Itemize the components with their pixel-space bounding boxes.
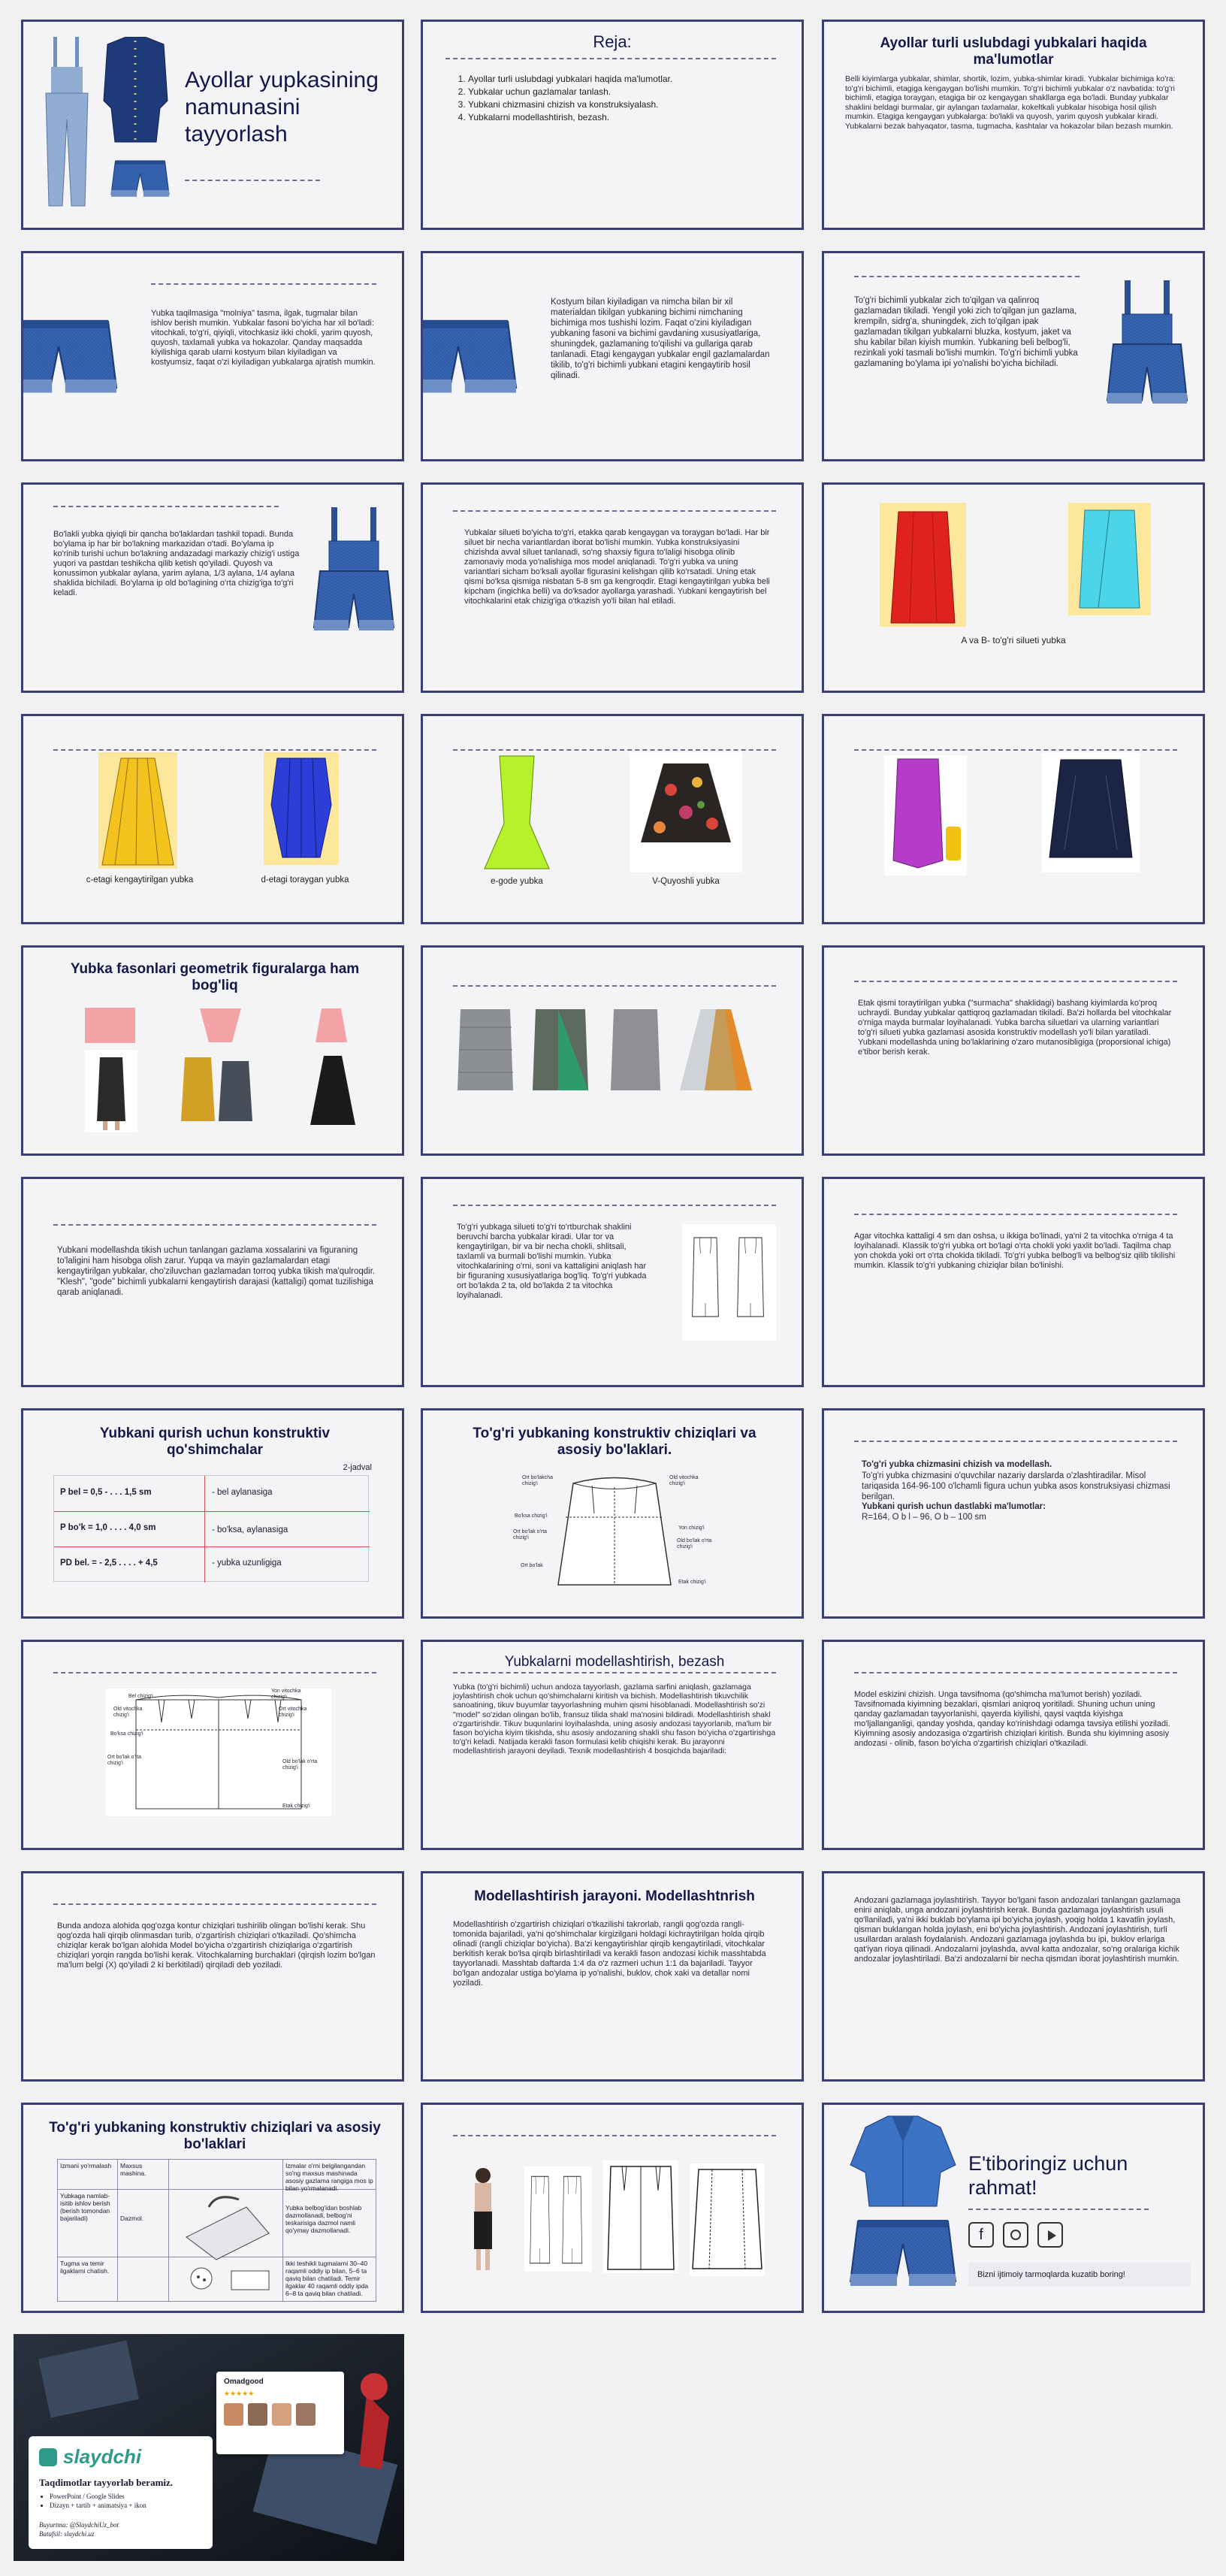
slide-costume[interactable] [421, 251, 804, 461]
navy-skirt-image [1042, 752, 1140, 872]
diagram-label: Bo'ksa chizig'i [515, 1513, 548, 1519]
slide-drawing-info[interactable] [822, 1408, 1205, 1619]
geometric-title: Yubka fasonlari geometrik figuralarga ham bog'liq [70, 961, 360, 993]
finishing-title: To'g'ri yubkaning konstruktiv chiziqlari va asosiy bo'laklari [49, 2120, 381, 2152]
plan-item: 4. Yubkalarni modellashtirish, bezash. [468, 111, 672, 124]
process-title: Modellashtirish jarayoni. Modellashtnrish [474, 1888, 755, 1904]
silhouette-text: Yubkalar silueti bo'yicha to'g'ri, etakka qarab kengaygan va toraygan bo'ladi. Har bir siluet bir necha variantlardan iborat bo'lishi mumkin. Yubka konstruksiyasini chizishda avval siluet tanlanadi, so'ng shaxsiy figura to'laligi hisobga olinib zamonaviy moda yo'nalishiga mos model aniqlanadi. To'g'ri yubka va uning variantlari sicham bo'ksali ayollar figurasini kelishgan qilib ko'rsatadi. Uning etak qismi bo'ksa qismiga nisbatan 5-8 sm ga kengroqdir. Etagi kengaytirilgan yubka beli kipcham (ingichka belli) va do'ksador ayollarga yarashadi. Yubkani kengaytirish bel vitochkalarini etak chizig'iga o'tkazish yo'li bilan hal etiladi. [464, 528, 770, 606]
caption-d: d-etagi toraygan yubka [261, 875, 349, 884]
straight-text: To'g'ri bichimli yubkalar zich to'qilgan va qalinroq gazlamadan tikiladi. Yengil yoki zich to'qilgan jun gazlama, krempiln, sidrg'a, shuningdek, zich to'qilgan ipak gazlamadan tikilgan yubkalarni bluzka, kostyum, jaket va shu kabilar bilan kiyish mumkin. Yubkaning beli belbog'li, rezinkali yoki tasmali bo'lishi mumkin. To'g'ri bichimli yubka gazlamaning bo'ylama ipi yo'nalishi bo'yicha bichiladi. [854, 296, 1078, 368]
process-text: Modellashtirish o'zgartirish chiziqlari o'tkazilishi takrorlab, rangli qog'ozda rangli-tomonida bajariladi, ya'ni qo'shimchalar kirgizilgani holdagi kichraytirilgan holda qirqib olinadi (rangli chiziqlar bo'yicha). Ba'zi kengaytirishlar qirqib kengaytiriladi, vitochkalar berkitish kerak bo'lsa qirqib birlashtiriladi va kerakli fason andozasi kichik masshtabda tayyorlanadi. Masshtab daftarda 1:4 da o'z razmeri uchun 1:1 da bajariladi. Tayyor bo'lgan andozalar ustiga bo'ylama ip yo'nalishi, buklov, chok xaki va detallar nomi yoziladi. [453, 1920, 766, 1988]
draft-label: Old vitochka chizig'i [113, 1707, 143, 1718]
table-cell: PD bel. = - 2,5 . . . . + 4,5 [60, 1559, 158, 1568]
diagram-label: Old vitochka chizig'i [669, 1475, 699, 1486]
trapezoid-shape-icon [196, 1005, 245, 1046]
slide-fastening[interactable] [21, 251, 404, 461]
table-cell: Izmani yo'rmalash [60, 2162, 112, 2169]
dart-rules-text: Agar vitochka kattaligi 4 sm dan oshsa, u ikkiga bo'linadi, ya'ni 2 ta vitochka o'rniga 4 ta loyihalanadi. Klassik to'g'ri yubka ort bo'lagi o'rta chokli yoki yaxlit bo'ladi. Taqilma chap yon chokda yoki ort o'rta chokida tikiladi. To'g'ri yubka belbog'li va belbog'siz qilib tikilishi mumkin. Klassik to'g'ri yubkaning chiziqlar bilan bo'linishi. [854, 1232, 1176, 1270]
skirt-pattern-drawing [603, 2160, 678, 2273]
table-cell: Izmalar o'rni belgilangandan so'ng maxsus mashinada asosiy gazlama rangiga mos ip bilan yo'rmalanadi. [285, 2162, 373, 2192]
blue-skirt-image [264, 752, 339, 865]
slide-panels[interactable] [21, 482, 404, 693]
slide-dart-rules[interactable] [822, 1177, 1205, 1387]
table-cell: P bo'k = 1,0 . . . . 4,0 sm [60, 1523, 156, 1532]
pleated-multicolor-skirt-image [678, 1005, 753, 1095]
plan-item: 1. Ayollar turli uslubdagi yubkalari haqida ma'lumotlar. [468, 73, 672, 86]
overalls-image [313, 507, 399, 639]
table-cell: Maxsus mashina. [120, 2162, 146, 2177]
shorts-image [423, 306, 536, 404]
slide-silhouette-ab[interactable] [822, 482, 1205, 693]
denim-outfit-image [847, 2112, 959, 2300]
slide-thanks[interactable] [822, 2103, 1205, 2313]
table-cell: Yubka belbog'idan boshlab dazmollanadi, belbog'ni teskarisiga dazmol namli qo'ymay dazmollanadi. [285, 2204, 362, 2234]
table-cell: Tugma va temir ilgaklarni chatish. [60, 2260, 110, 2275]
thanks-title: E'tiboringiz uchun rahmat! [968, 2152, 1128, 2199]
promo-banner[interactable] [14, 2334, 404, 2561]
promo-contact[interactable]: Batafsil: slaydchi.uz [39, 2530, 95, 2538]
draft-label: Bo'ksa chizig'i [110, 1731, 143, 1737]
diagram-label: Ort bo'lak [521, 1563, 543, 1568]
sketch-text: Model eskizini chizish. Unga tavsifnoma (qo'shimcha ma'lumot berish) yoziladi. Tavsifnomada kiyimning bezaklari, qismlari aniqroq yoritiladi. Shuning uchun uning qanday gazlamadan tayyorlanishi, qayerda kiyilishi, qaysi vaqtda kiyishga mo'ljallanganligi, qanday yoshda, qanday ko'rinishdagi odamga tavsiya etilishi yoziladi. Kiyimning asosiy andozasiga o'zgartirish chiziqlari kiritish. Bunda shu kiyimning asosiy andozasi - olinib, fason bo'yicha o'zgartirish chiziqlari o'tkaziladi. [854, 1690, 1170, 1748]
promo-brand: slaydchi [63, 2445, 142, 2468]
caption-c: c-etagi kengaytirilgan yubka [86, 875, 194, 884]
slide-pattern-draft[interactable] [21, 1640, 404, 1850]
tweed-skirt-image [453, 1005, 518, 1095]
draft-label: Bel chizig'i [128, 1694, 153, 1699]
draft-label: Yon vitochka chizig'i [271, 1689, 301, 1700]
lime-skirt-image [483, 752, 551, 872]
draft-label: Old bo'lak o'rta chizig'i [282, 1759, 318, 1770]
slide-layout[interactable] [822, 1871, 1205, 2082]
slide-info[interactable] [822, 20, 1205, 230]
youtube-icon[interactable] [1037, 2222, 1063, 2248]
denim-clothing-image [40, 37, 175, 217]
slide-modelling-process[interactable] [421, 1871, 804, 2082]
drawing-formula: R=164, O b l – 96, O b – 100 sm [862, 1513, 986, 1522]
black-skirt-model-image [85, 1050, 137, 1132]
slide-patterns[interactable] [421, 2103, 804, 2313]
page-title: Ayollar yupkasining namunasini tayyorlash [185, 68, 379, 147]
table-cell: - yubka uzunligiga [212, 1559, 282, 1568]
promo-contact[interactable]: Buyurtma: @SlaydchiUz_bot [39, 2521, 119, 2529]
diagram-label: Etak chizig'i [678, 1580, 706, 1585]
diagram-label: Old bo'lak o'rta chizig'i [677, 1538, 712, 1550]
narrow-hem-text: Etak qismi toraytirilgan yubka ("surmacha" shaklidagi) bashang kiyimlarda ko'proq uchraydi. Bunday yubkalar qattiqroq gazlamadan tikiladi. Ba'zi hollarda bel vitochkalar o'rniga mayda burmalar loyihalanadi. Yubka barcha siluetlari va ularning variantlari to'g'ri silueti yubka gazlamasi asosida konstruktiv modellash yo'li bilan yaratiladi. Yubkani modellashda uning bo'laklarining o'zaro mutanosibligiga (proporsional ichiga) e'tibor berish kerak. [858, 999, 1172, 1057]
table-cell: Ikki teshikli tugmalarni 30–40 raqamli oddiy ip bilan, 5–6 ta qaviq bilan chatiladi. Temir ilgaklar 40 raqamli oddiy ipda 6–8 ta qaviq bilan chatiladi. [285, 2260, 369, 2297]
grey-pencil-skirt-image [603, 1005, 668, 1095]
silhouette-caption: A va B- to'g'ri silueti yubka [961, 635, 1066, 646]
promo-card-title: Omadgood [224, 2378, 264, 2386]
wrap-skirt-image [528, 1005, 593, 1095]
facebook-icon[interactable]: f [968, 2222, 994, 2248]
info-text: Belli kiyimlarga yubkalar, shimlar, shortik, lozim, yubka-shimlar kiradi. Yubkalar bichimiga ko'ra: to'g'ri bichimli, etagiga kengaygan bo'lishi mumkin. To'g'ri bichimli yubkalar o'z navbatida: to'g'ri bichimli, etagiga toraygan, etagiga bir oz kengaygan shakllarga ega bo'ladi. Bunday yubkalar shaklini beldagi burmalar, gir aylangan taxlamalar, kokeltkali yubkalar hisobiga hosil qilish mumkin. Etagiga kengaygan yubkalarga: bo'lakli va quyosh, yarim quyosh yubkalar kiradi. Yubkalarni bezak bahyaqator, tasma, tugmacha, kashtalar va hokazolar bilan bezash mumkin. [845, 74, 1176, 131]
modelling-title: Yubkalarni modellashtirish, bezash [504, 1654, 725, 1670]
caption-v: V-Quyoshli yubka [652, 877, 720, 886]
floral-skirt-image [630, 752, 742, 872]
diagram-label: Ort bo'lak o'rta chizig'i [513, 1529, 548, 1540]
slide-additions-table[interactable] [21, 1408, 404, 1619]
plan-list [468, 73, 672, 124]
pattern-outline-text: Bunda andoza alohida qog'ozga kontur chiziqlari tushirilib olingan bo'lishi kerak. Shu qog'ozda hali qirqib olinmasdan turib, o'zgartirish chiziqlari o'tkaziladi. Qo'shimcha chiziqlar kerak bo'lgan alohida Model bo'yicha o'zgartirish chiziqlariga o'zgartirish chiziqlari yorqin rangda bo'lishi kerak. Vitochkalarning burchaklari (qirqish lozim bo'lgan ma'lum belgi (X) qo'yiladi 2 ki berkitiladi) qirqiladi deb yoziladi. [57, 1921, 376, 1970]
purple-skirt-image [884, 755, 967, 875]
layout-text: Andozani gazlamaga joylashtirish. Tayyor bo'lgani fason andozalari tanlangan gazlamaga enini aniqlab, unga andozani joylashtirish kerak. Bunda gazlamaga joylashtirish usuli qo'llaniladi, ya'ni ikki buklab bo'ylama ipi bo'yicha joylash, yoqig holda 1 kavatlin joylash, qisman buklangan holda joylash, eni bo'yicha joylashtirish. Andozani joylashtirish, turli usullardan aralash foydalanish. Andozani gazlamaga joylashda bu ipi, buklov erlariga qat'iyan rioya qilinadi. Andozalarni joylashda, avval katta andozalar, so'ng oralariga kichik andozalar joylashtiriladi. Ba'zi andozalarni bir necha qismdan iborat joylashtirish mumkin. [854, 1896, 1181, 1964]
plan-item: 2. Yubkalar uchun gazlamalar tanlash. [468, 86, 672, 98]
mustard-and-grey-skirts-image [177, 1050, 260, 1132]
trapezoid-wide-shape-icon [313, 1005, 350, 1046]
slide-finishing-table[interactable] [21, 2103, 404, 2313]
slide-straight-types[interactable] [421, 1177, 804, 1387]
draft-label: Etak chizig'i [282, 1804, 310, 1809]
table-cell: Yubkaga namlab-isitib ishlov berish (berish tomondan bajariladi) [60, 2192, 110, 2222]
promo-card [216, 2372, 344, 2454]
plan-title: Reja: [593, 32, 632, 51]
slide-skirt-samples[interactable] [421, 945, 804, 1156]
drawing-data-heading: Yubkani qurish uchun dastlabki ma'lumotlar: [862, 1502, 1046, 1511]
slide-skirts-ev[interactable] [421, 714, 804, 924]
slide-modelling[interactable] [421, 1640, 804, 1850]
caption-e: e-gode yubka [491, 877, 543, 886]
promo-bullet: • Dizayn + tartib + animatsiya + ikon [50, 2501, 146, 2510]
slide-skirts-pencil[interactable] [822, 714, 1205, 924]
modelling-text: Yubka (to'g'ri bichimli) uchun andoza tayyorlash, gazlama sarfini aniqlash, gazlamaga joylashtirish chok uchun qo'shimchalarni kiritish va bichish. Modellashtirish tikuvchilik sanoatining, tikuv buyumlar tayyorlashning muhim qismi hisoblanadi. Modellashtirish so'zi "model" so'zidan olingan bo'lib, fransuz tilida shakl ma'nosini bildiradi. Modellashtirish shakl o'zgartirishdir. Tikuv buqunlarini loyihalashda, uning asosiy andozasi tayyorlanib, ma'lum bir fason bo'yicha kiyim tikishda, shu asosiy andozaning shakli shu fason bo'yicha o'zgartirishga to'g'ri keladi. Natijada kerakli fason formulasi kelib chiqishi kerak. Bu jarayonni modellashtirish jarayoni deyiladi. Texnik modellashtirish 4 bosqichda bajariladi: [453, 1683, 776, 1756]
costume-text: Kostyum bilan kiyiladigan va nimcha bilan bir xil materialdan tikilgan yubkaning bichimi nimchaning bichimiga mos tushishi lozim. Faqat o'zini kiyiladigan yubkaning fasoni va bichimi gavdaning xususiyatlariga, shuningdek, gazlamaning to'qilishi va gullariga qarab tanlanadi. Etagi kengaygan yubkalar engil gazlamalardan tikilib, to'g'ri bichimli yubkani etagini kengaytirib hosil qilinadi. [551, 298, 770, 380]
yellow-skirt-image [98, 752, 177, 869]
info-title: Ayollar turli uslubdagi yubkalari haqida ma'lumotlar [880, 35, 1147, 68]
slide-straight[interactable] [822, 251, 1205, 461]
model-photo-image [464, 2166, 502, 2272]
straight-skirt-drawing [682, 1224, 776, 1341]
table-cell: - bo'ksa, aylanasiga [212, 1525, 288, 1534]
table-tag: 2-jadval [343, 1463, 372, 1472]
additions-title: Yubkani qurish uchun konstruktiv qo'shimchalar [99, 1426, 331, 1458]
rating-stars-icon: ★★★★★ [224, 2390, 255, 2397]
straight-types-text: To'g'ri yubkaga silueti to'g'ri to'rtburchak shaklini beruvchi barcha yubkalar kiradi. Ular tor va kengaytirilgan, bir va bir necha chokli, shlitsali, taxlamli va burmali bo'lishi mumkin. Yubka vitochkalarining o'rni, soni va kattaligini aniqlash har bir figuraning xususiyatlariga bog'liq. To'g'ri yubkada ort bo'lakda 2 ta, old bo'lakda 2 ta vitochka loyihalanadi. [457, 1223, 647, 1300]
fabric-choice-text: Yubkani modellashda tikish uchun tanlangan gazlama xossalarini va figuraning to'laligini ham hisobga olish zarur. Yupqa va mayin gazlamalardan etagi kengaytirilgan yubkalar, cho'ziluvchan gazlamadan torroq yubka tikish ma'qulroqdir. "Klesh", "gode" bichimli yubkalarni kengaytirish darajasi (kattaligi) qomat tuzilishiga qarab aniqlanadi. [57, 1246, 376, 1297]
drawing-text: To'g'ri yubka chizmasini o'quvchilar nazariy darslarda o'zlashtiradilar. Misol tariqasida 164-96-100 o'lchamli figura uchun yubka asos konstruksiyasi chizmasi berilgan. [862, 1471, 1170, 1501]
instagram-icon[interactable] [1003, 2222, 1028, 2248]
promo-bullet: • PowerPoint / Google Slides [50, 2492, 146, 2501]
slide-fabric-choice[interactable] [21, 1177, 404, 1387]
slide-narrow-hem[interactable] [822, 945, 1205, 1156]
slide-construction-lines[interactable] [421, 1408, 804, 1619]
red-skirt-image [880, 503, 966, 627]
promo-headline: Taqdimotlar tayyorlab beramiz. [39, 2477, 174, 2488]
slide-sketch[interactable] [822, 1640, 1205, 1850]
finishing-table [57, 2159, 376, 2302]
rectangle-shape-icon [82, 1005, 138, 1046]
promo-info-card [29, 2436, 213, 2549]
slide-plan[interactable] [421, 20, 804, 230]
table-cell: - bel aylanasiga [212, 1488, 273, 1497]
cyan-skirt-image [1068, 503, 1151, 615]
table-cell: P bel = 0,5 - . . . 1,5 sm [60, 1488, 152, 1497]
diagram-label: Ort bo'lakcha chizig'i [522, 1475, 554, 1486]
slide-title[interactable] [21, 20, 404, 230]
construction-title: To'g'ri yubkaning konstruktiv chiziqlari va asosiy bo'laklari. [473, 1426, 756, 1458]
draft-label: Ort vitochka chizig'i [279, 1707, 307, 1718]
plan-item: 3. Yubkani chizmasini chizish va konstruksiyalash. [468, 98, 672, 111]
draft-label: Ort bo'lak o'rta chizig'i [107, 1755, 142, 1766]
slaydchi-logo-icon [39, 2448, 57, 2466]
fastening-text: Yubka taqilmasiga "molniya" tasma, ilgak, tugmalar bilan ishlov berish mumkin. Yubkalar fasoni bo'yicha har xil bo'ladi: vitochkali, to'g'ri, qiyiqli, vitochkasiz ikki chokli, yarim quyosh, quyosh, taxlamali yubka va hokazolar. Qanday maqsadda kiyilishiga qarab ularni kostyum bilan kiyiladigan va kostyumsiz, faqat o'zi kiyiladigan yubkalarga ajratish mumkin. [151, 309, 376, 367]
overalls-image [1106, 280, 1192, 412]
iron-and-button-image [171, 2192, 279, 2297]
shorts-image [23, 306, 136, 404]
slide-skirts-cd[interactable] [21, 714, 404, 924]
panels-text: Bo'lakli yubka qiyiqli bir qancha bo'laklardan tashkil topadi. Bunda bo'ylama ip har bir bo'lakning markazidan o'tadi. Bo'ylama ip ko'rinib turishi uchun bo'lakning andazadagi markaziy chizig'i ustiga yuqori va pastdan teshikcha qilib ketish qo'yiladi. Quyosh va konussimon yubkalar aylana, yarim aylana, 1/3 aylana, 1/4 aylana shaklida bichiladi. Bo'ylama ip old bo'lagining o'rta chizig'iga to'g'ri keladi. [53, 530, 300, 597]
skirt-pattern-drawing [524, 2166, 592, 2272]
social-footer: Bizni ijtimoiy tarmoqlarda kuzatib boring! [968, 2263, 1191, 2287]
skirt-pattern-drawing [690, 2163, 765, 2276]
slide-pattern-outline[interactable] [21, 1871, 404, 2082]
table-cell: Dazmol. [120, 2215, 144, 2222]
additions-table [53, 1475, 369, 1582]
drawing-subtitle: To'g'ri yubka chizmasini chizish va modellash. [862, 1460, 1052, 1469]
diagram-label: Yon chizig'i [678, 1525, 705, 1531]
slide-geometric[interactable] [21, 945, 404, 1156]
slide-silhouette[interactable] [421, 482, 804, 693]
black-maxi-skirt-image [303, 1050, 363, 1132]
